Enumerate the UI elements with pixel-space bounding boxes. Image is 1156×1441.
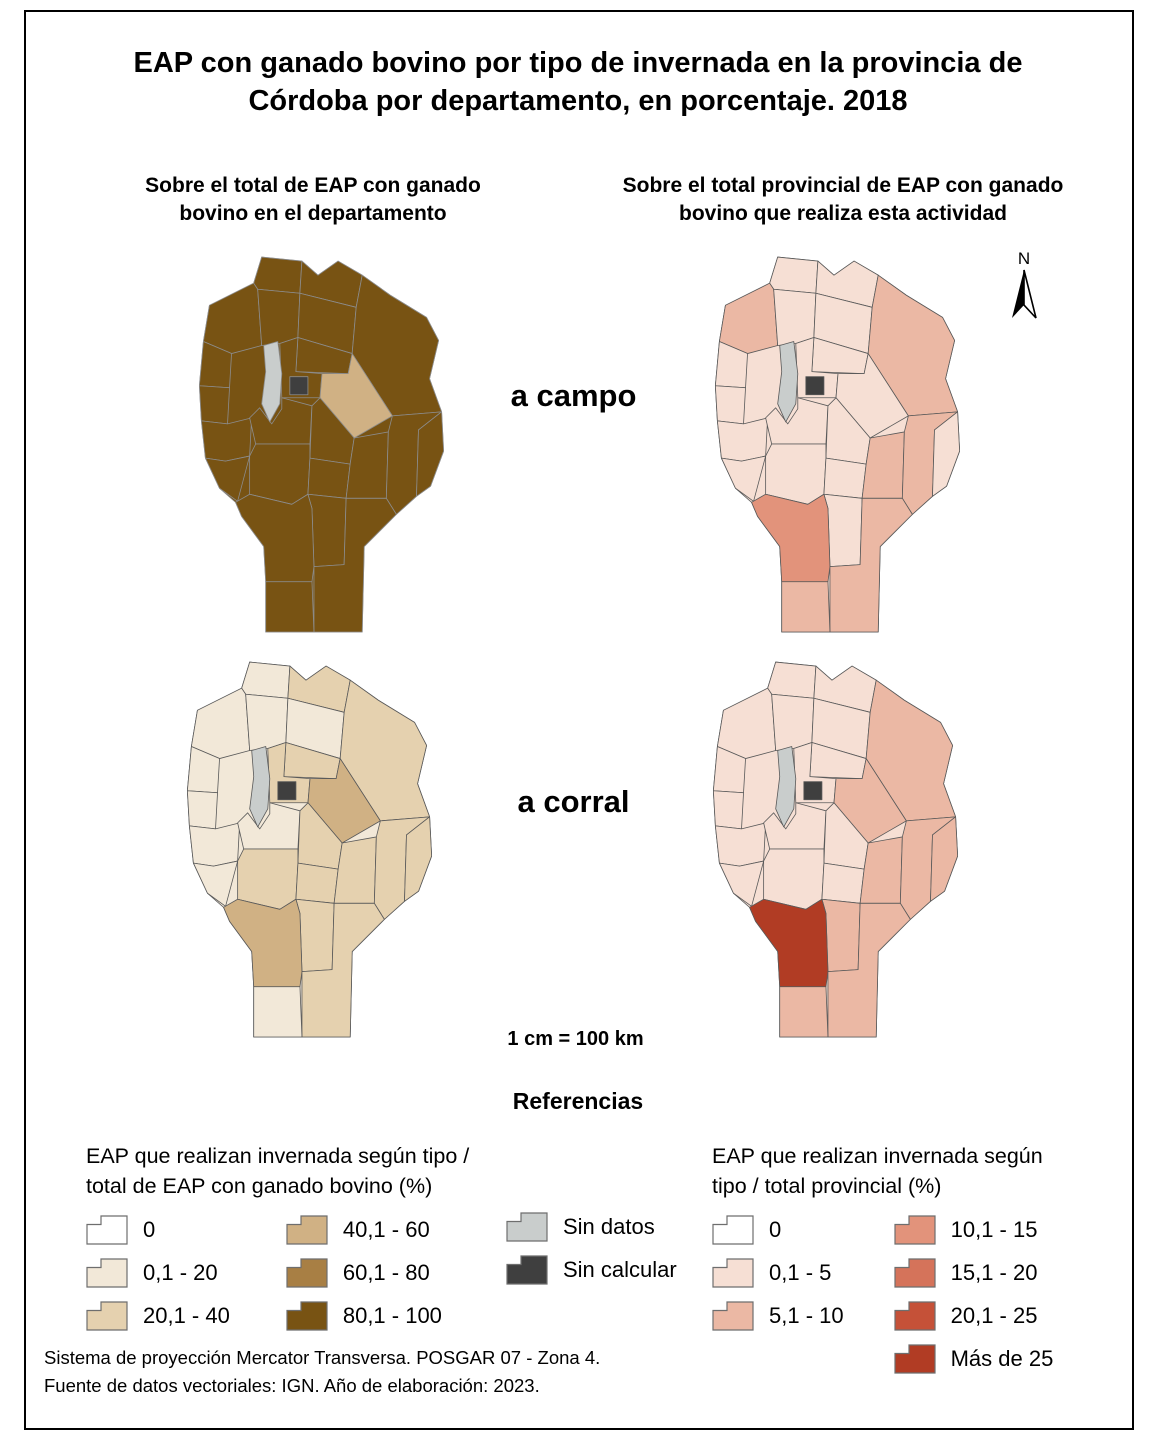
legend-item-label: 10,1 - 15 <box>950 1217 1038 1243</box>
legend-item-label: Sin calcular <box>563 1257 677 1282</box>
dept-rio_cuarto <box>224 899 302 986</box>
north-arrow-icon <box>1002 248 1046 326</box>
dept-sobremonte <box>768 662 816 698</box>
dept-rio_cuarto <box>750 899 828 986</box>
map-svg-campo-departamento <box>184 245 460 637</box>
dept-sobremonte <box>242 662 290 698</box>
legend-nodata <box>506 1212 677 1285</box>
legend-swatch-icon <box>894 1344 936 1374</box>
source-line-projection: Sistema de proyección Mercator Transversa. POSGAR 07 - Zona 4. <box>44 1347 601 1368</box>
legend-swatch-icon <box>712 1215 754 1245</box>
legend-item-label: 20,1 - 25 <box>950 1303 1038 1329</box>
dept-pocho <box>187 791 217 829</box>
legend-item-label: 20,1 - 40 <box>143 1303 230 1329</box>
legend-item <box>712 1215 844 1245</box>
dept-pocho <box>713 791 743 829</box>
dept-calamuchita <box>764 849 824 909</box>
dept-gral_roca <box>266 582 314 632</box>
legend-swatch-icon <box>286 1258 328 1288</box>
legend-item <box>286 1215 442 1245</box>
legend-item <box>506 1212 677 1242</box>
source-note <box>44 1344 600 1400</box>
dept-san_alberto <box>715 823 765 866</box>
legend-item-label: 5,1 - 10 <box>769 1303 844 1329</box>
legend-item-label: 0,1 - 5 <box>769 1260 832 1286</box>
dept-calamuchita <box>766 444 826 504</box>
legend-departamento <box>86 1142 556 1331</box>
map-svg-corral-provincial <box>698 650 974 1042</box>
dept-calamuchita <box>250 444 310 504</box>
dept-gral_roca <box>782 582 830 632</box>
legend-swatch-icon <box>712 1301 754 1331</box>
row-label-a-corral: a corral <box>517 784 630 819</box>
legend-item-label: 0 <box>769 1217 782 1243</box>
legend-item <box>286 1258 442 1288</box>
north-label: N <box>1017 249 1031 268</box>
legend-swatch-icon <box>506 1255 548 1285</box>
legend-swatch-icon <box>86 1258 128 1288</box>
legend-item <box>894 1344 1054 1374</box>
legend-item <box>894 1301 1054 1331</box>
dept-rio_cuarto <box>752 494 830 581</box>
legend-item <box>86 1301 230 1331</box>
dept-cruz_del_eje <box>717 688 775 758</box>
legend-departamento-title: EAP que realizan invernada según tipo / total de EAP con ganado bovino (%) <box>86 1144 470 1198</box>
dept-cruz_del_eje <box>191 688 249 758</box>
map-svg-campo-provincial <box>700 245 976 637</box>
dept-tercero_arriba <box>296 863 338 903</box>
dept-pocho <box>715 386 745 424</box>
dept-san_alberto <box>201 418 251 461</box>
legend-item <box>506 1255 677 1285</box>
legend-swatch-icon <box>86 1301 128 1331</box>
legend-item <box>712 1258 844 1288</box>
legend-item-label: 40,1 - 60 <box>342 1217 430 1243</box>
dept-rio_cuarto <box>236 494 314 581</box>
dept-ischilin <box>772 694 814 750</box>
dept-tercero_arriba <box>822 863 864 903</box>
dept-capital <box>804 782 822 800</box>
dept-ischilin <box>258 289 300 345</box>
legend-swatch-icon <box>506 1212 548 1242</box>
legend-provincial-title: EAP que realizan invernada según tipo / total provincial (%) <box>712 1144 1043 1198</box>
map-corral-departamento <box>172 650 448 1042</box>
legend-provincial <box>712 1142 1132 1374</box>
dept-sobremonte <box>254 257 302 293</box>
legend-swatch-icon <box>894 1301 936 1331</box>
dept-san_alberto <box>717 418 767 461</box>
dept-pocho <box>199 386 229 424</box>
legend-swatch-icon <box>86 1215 128 1245</box>
source-line-data: Fuente de datos vectoriales: IGN. Año de elaboración: 2023. <box>44 1374 540 1396</box>
legend-swatch-icon <box>712 1258 754 1288</box>
dept-san_alberto <box>189 823 239 866</box>
legend-column <box>506 1212 677 1285</box>
legend-column <box>86 1215 230 1331</box>
legend-item <box>894 1258 1054 1288</box>
legend-item-label: 15,1 - 20 <box>950 1260 1038 1286</box>
dept-ischilin <box>774 289 816 345</box>
map-svg-corral-departamento <box>172 650 448 1042</box>
scale-text: 1 cm = 100 km <box>507 1028 644 1050</box>
figure-title: EAP con ganado bovino por tipo de invernada en la provincia de Córdoba por departamento, en porcentaje. 2018 <box>133 47 1023 117</box>
legend-item <box>286 1301 442 1331</box>
legend-item-label: Sin datos <box>563 1214 655 1239</box>
legend-item-label: 0 <box>143 1217 156 1243</box>
north-arrow <box>1002 248 1046 326</box>
references-title: Referencias <box>512 1088 644 1114</box>
legend-item-label: 0,1 - 20 <box>143 1260 218 1286</box>
row-label-a-campo: a campo <box>510 378 637 413</box>
dept-ischilin <box>246 694 288 750</box>
column-header-departamento: Sobre el total de EAP con ganado bovino en el departamento <box>145 174 481 225</box>
legend-item <box>86 1215 230 1245</box>
legend-column <box>712 1215 844 1374</box>
legend-item <box>894 1215 1054 1245</box>
map-campo-departamento <box>184 245 460 637</box>
legend-swatch-icon <box>894 1258 936 1288</box>
dept-calamuchita <box>238 849 298 909</box>
column-header-provincial: Sobre el total provincial de EAP con ganado bovino que realiza esta actividad <box>622 174 1064 225</box>
legend-swatch-icon <box>286 1215 328 1245</box>
dept-cruz_del_eje <box>719 283 777 353</box>
map-corral-provincial <box>698 650 974 1042</box>
legend-item-label: 80,1 - 100 <box>342 1303 442 1329</box>
dept-tercero_arriba <box>308 458 350 498</box>
dept-gral_roca <box>780 987 828 1037</box>
dept-tercero_arriba <box>824 458 866 498</box>
dept-capital <box>278 782 296 800</box>
legend-item-label: 60,1 - 80 <box>342 1260 430 1286</box>
dept-sobremonte <box>770 257 818 293</box>
legend-column <box>894 1215 1054 1374</box>
legend-swatch-icon <box>286 1301 328 1331</box>
legend-item-label: Más de 25 <box>950 1346 1054 1372</box>
legend-column <box>286 1215 442 1331</box>
legend-item <box>712 1301 844 1331</box>
map-campo-provincial <box>700 245 976 637</box>
legend-swatch-icon <box>894 1215 936 1245</box>
dept-capital <box>806 377 824 395</box>
dept-gral_roca <box>254 987 302 1037</box>
dept-cruz_del_eje <box>203 283 261 353</box>
legend-item <box>86 1258 230 1288</box>
dept-capital <box>290 377 308 395</box>
